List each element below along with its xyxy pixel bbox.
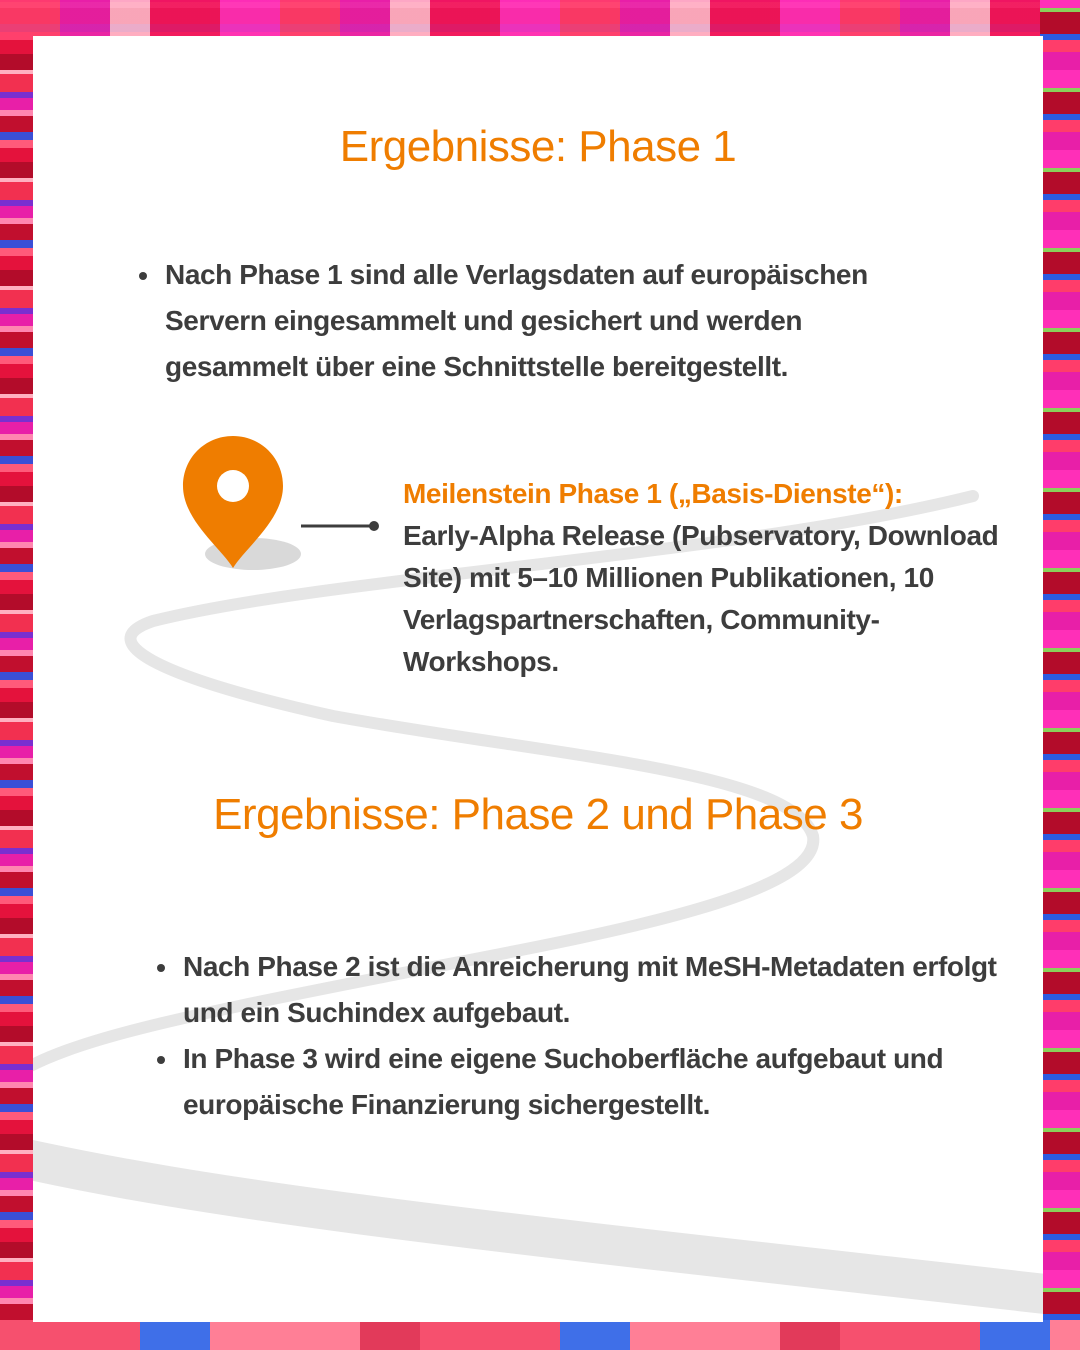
bullet-dot bbox=[157, 964, 165, 972]
bullet-dot bbox=[139, 272, 147, 280]
bullet-dot bbox=[157, 1056, 165, 1064]
phase-2-3-bullet-list bbox=[157, 944, 1017, 1128]
milestone-block bbox=[403, 473, 1023, 683]
phase-1-bullet-list bbox=[139, 252, 939, 390]
bullet-text: Nach Phase 1 sind alle Verlagsdaten auf europäischen Servern eingesammelt und gesichert und werden gesammelt über eine Schnittstelle bereitgestellt. bbox=[165, 259, 868, 382]
heading-phase-1: Ergebnisse: Phase 1 bbox=[339, 122, 737, 171]
milestone-title: Meilenstein Phase 1 („Basis-Dienste“): bbox=[403, 478, 903, 509]
glitch-frame-top bbox=[0, 0, 1080, 40]
glitch-frame-right bbox=[1040, 0, 1080, 1350]
bullet-text: Nach Phase 2 ist die Anreicherung mit MeSH-Metadaten erfolgt und ein Suchindex aufgebaut. bbox=[183, 951, 997, 1028]
location-pin-icon bbox=[181, 436, 301, 576]
content-card bbox=[33, 36, 1043, 1322]
list-item bbox=[139, 252, 939, 390]
bullet-text: In Phase 3 wird eine eigene Suchoberfläche aufgebaut und europäische Finanzierung sichergestellt. bbox=[183, 1043, 944, 1120]
heading-phase-2-3: Ergebnisse: Phase 2 und Phase 3 bbox=[213, 790, 863, 839]
list-item bbox=[157, 944, 1017, 1036]
milestone-connector-line bbox=[301, 521, 381, 531]
glitch-frame-bottom bbox=[0, 1320, 1080, 1350]
milestone-description: Early-Alpha Release (Pubservatory, Download Site) mit 5–10 Millionen Publikationen, 10 Verlagspartnerschaften, Community-Workshops. bbox=[403, 520, 999, 677]
list-item bbox=[157, 1036, 1017, 1128]
